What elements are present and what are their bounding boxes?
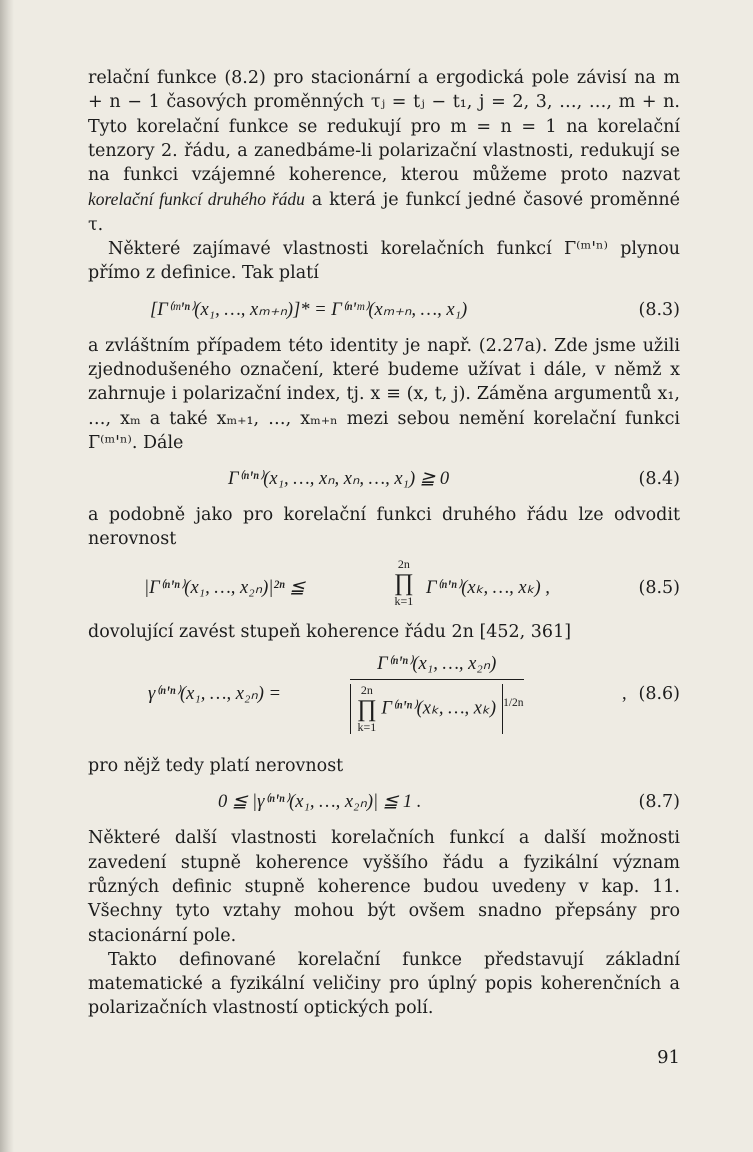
paragraph-6: pro nějž tedy platí nerovnost [88,756,344,777]
book-page [88,66,680,1068]
equation-8-5: |Γ⁽ⁿ'ⁿ⁾(x₁, …, x₂ₙ)|²ⁿ ≦ 2n ∏ k=1 Γ⁽ⁿ'ⁿ⁾(xₖ, …, xₖ) , (8.5) [144,556,680,608]
paragraph-5: dovolující zavést stupeň koherence řádu 2n [452, 361] [88,621,572,642]
book-spine-shadow [0,0,14,1152]
equation-8-6: γ⁽ⁿ'ⁿ⁾(x₁, …, x₂ₙ) = Γ⁽ⁿ'ⁿ⁾(x₁, …, x₂ₙ) 2n ∏ k=1 Γ⁽ⁿ'ⁿ⁾(xₖ, …, xₖ) $^{1/2n}$ , (8.6) [148,654,680,735]
fraction-numerator: Γ⁽ⁿ'ⁿ⁾(x₁, …, x₂ₙ) [350,652,524,680]
fraction-denominator: 2n ∏ k=1 Γ⁽ⁿ'ⁿ⁾(xₖ, …, xₖ) $^{1/2n}$ [350,680,524,734]
paragraph-1: relační funkce (8.2) pro stacionární a ergodická pole závisí na m + n − 1 časových proměnných τⱼ = tⱼ − t₁, j = 2, 3, …, …, m + n. Tyto korelační funkce se redukují pro m = n = 1 na korelační tenzory 2. řádu, a zanedbáme-li polarizační vlastnosti, redukují se na funkci vzájemné koherence, kterou můžeme proto nazvat korelační funkcí druhého řádu a která je funkcí jedné časové proměnné τ. [88,68,680,235]
equation-number: (8.7) [638,792,680,813]
equation-number: (8.6) [638,684,680,705]
equation-8-7: 0 ≦ |γ⁽ⁿ'ⁿ⁾(x₁, …, x₂ₙ)| ≦ 1 . (8.7) [88,790,680,814]
italic-term: korelační funkcí druhého řádu [88,189,305,210]
equation-number: (8.4) [638,469,680,490]
paragraph-7: Některé další vlastnosti korelačních funkcí a další možnosti zavedení stupně koherence vyššího řádu a fyzikální význam různých definic stupně koherence budou uvedeny v kap. 11. Všechny tyto vztahy mohou být ovšem snadno přepsány pro stacionární pole. [88,828,680,946]
equation-8-3: [Γ⁽ᵐ'ⁿ⁾(x₁, …, xₘ₊ₙ)]* = Γ⁽ⁿ'ᵐ⁾(xₘ₊ₙ, …, x₁) (8.3) [88,298,680,322]
paragraph-3: a zvláštním případem této identity je např. (2.27a). Zde jsme užili zjednodušeného označení, které budeme užívat i dále, v němž x zahrnuje i polarizační index, tj. x ≡ (x, t, j). Záměna argumentů x₁, …, xₘ a také xₘ₊₁, …, xₘ₊ₙ mezi sebou nemění korelační funkci Γ⁽ᵐ'ⁿ⁾. Dále [88,335,680,453]
equation-8-4: Γ⁽ⁿ'ⁿ⁾(x₁, …, xₙ, xₙ, …, x₁) ≧ 0 (8.4) [88,467,680,491]
equation-number: (8.5) [638,577,680,598]
product-operator: 2n ∏ k=1 [394,556,414,608]
paragraph-8: Takto definované korelační funkce představují základní matematické a fyzikální veličiny pro úplný popis koherenčních a polarizačních vlastností optických polí. [88,949,680,1019]
exponent: 1/2n [503,697,524,710]
page-number: 91 [657,1047,680,1068]
paragraph-4: a podobně jako pro korelační funkci druhého řádu lze odvodit nerovnost [88,505,680,550]
fraction [350,652,524,734]
product-operator: 2n ∏ k=1 [357,683,377,735]
equation-number: (8.3) [638,299,680,320]
paragraph-2: Některé zajímavé vlastnosti korelačních funkcí Γ⁽ᵐ'ⁿ⁾ plynou přímo z definice. Tak platí [88,239,680,284]
